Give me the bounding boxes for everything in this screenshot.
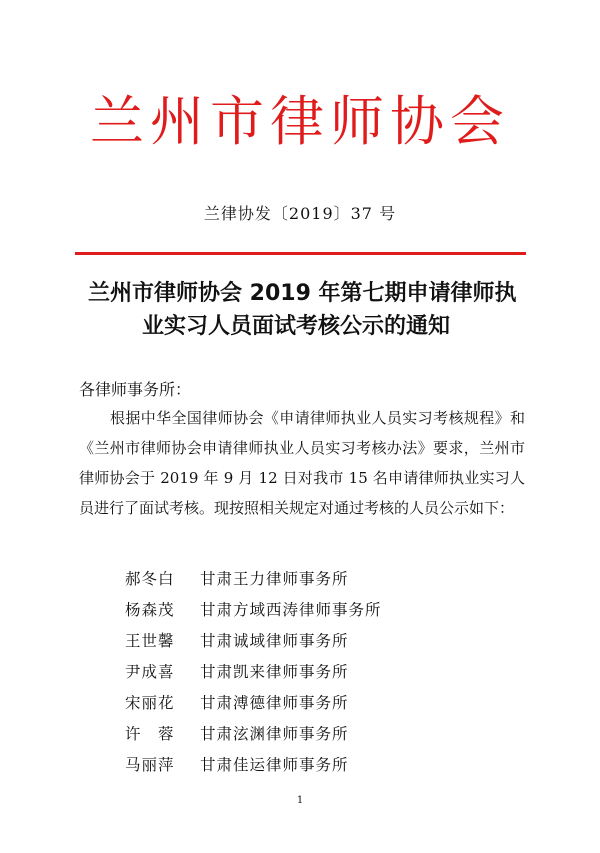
red-divider — [75, 252, 526, 255]
salutation: 各律师事务所： — [79, 380, 192, 399]
candidate-name: 郝冬白 — [125, 570, 175, 588]
candidate-firm: 甘肃诚域律师事务所 — [200, 632, 349, 650]
candidate-row — [125, 688, 525, 719]
candidate-firm: 甘肃佳运律师事务所 — [200, 756, 349, 774]
candidate-name: 杨森茂 — [125, 601, 175, 619]
candidate-row — [125, 626, 525, 657]
candidate-firm: 甘肃凯来律师事务所 — [200, 663, 349, 681]
candidate-name: 许 蓉 — [125, 725, 175, 743]
candidate-firm: 甘肃王力律师事务所 — [200, 570, 349, 588]
candidate-list — [125, 564, 525, 781]
candidate-name: 王世馨 — [125, 632, 175, 650]
document-number: 兰律协发〔2019〕37 号 — [203, 204, 397, 223]
candidate-firm: 甘肃溥德律师事务所 — [200, 694, 349, 712]
candidate-firm: 甘肃方域西涛律师事务所 — [200, 601, 382, 619]
body-paragraph: 根据中华全国律师协会《申请律师执业人员实习考核规程》和《兰州市律师协会申请律师执业人员实习考核办法》要求，兰州市律师协会于 2019 年 9 月 12 日对我市 15 名申请律师执业实习人员进行了面试考核。现按照相关规定对通过考核的人员公示如下： — [79, 409, 525, 517]
candidate-name: 宋丽花 — [125, 694, 175, 712]
masthead-title: 兰州市律师协会 — [90, 90, 510, 153]
candidate-row — [125, 564, 525, 595]
candidate-name: 马丽萍 — [125, 756, 175, 774]
page-number: 1 — [296, 795, 304, 806]
candidate-firm: 甘肃泫渊律师事务所 — [200, 725, 349, 743]
candidate-row — [125, 719, 525, 750]
candidate-row — [125, 595, 525, 626]
notice-title-line-1: 兰州市律师协会 2019 年第七期申请律师执 — [88, 281, 517, 306]
candidate-row — [125, 750, 525, 781]
candidate-row — [125, 657, 525, 688]
notice-title-line-2: 业实习人员面试考核公示的通知 — [142, 314, 451, 339]
candidate-name: 尹成喜 — [125, 663, 175, 681]
